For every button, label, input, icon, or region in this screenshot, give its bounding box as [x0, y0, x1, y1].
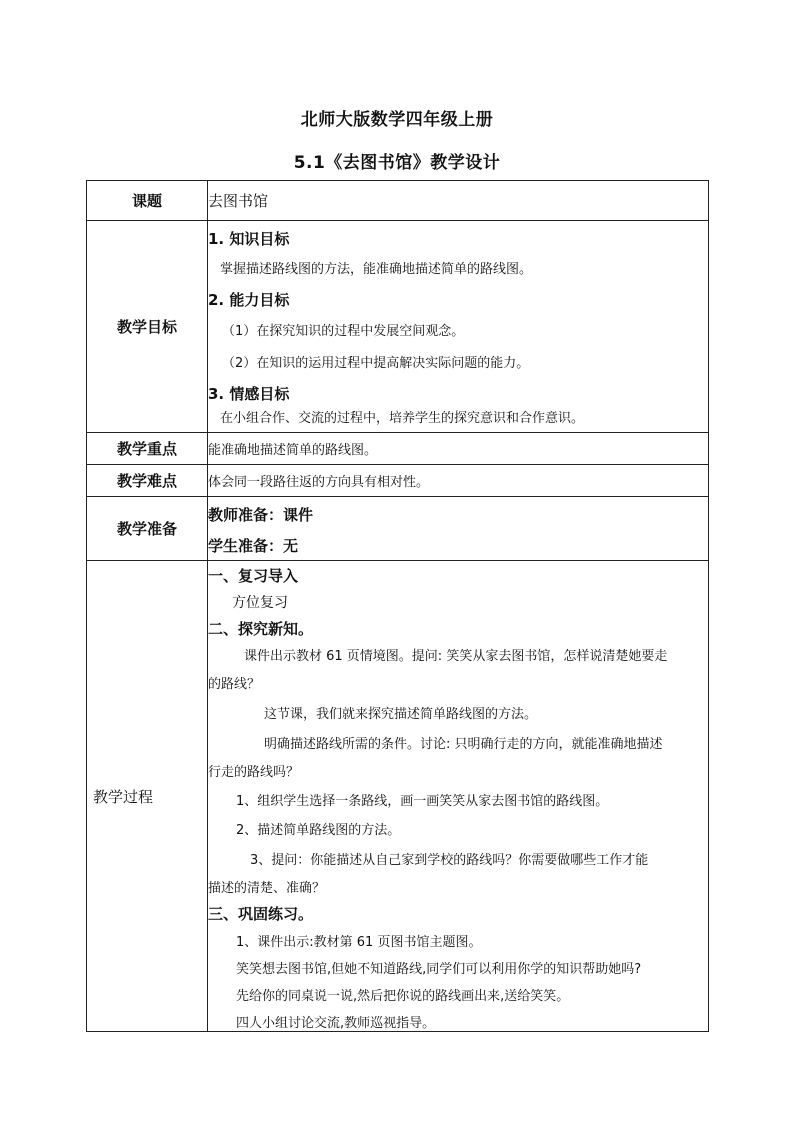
section-2-item-3a: 3、提问：你能描述从自己家到学校的路线吗？你需要做哪些工作才能 — [250, 853, 649, 868]
table-row — [87, 497, 709, 561]
section-2-item-3b: 描述的清楚、准确？ — [208, 881, 326, 896]
ability-item-2: （2）在知识的运用过程中提高解决实际问题的能力。 — [222, 355, 530, 371]
ability-item-1: （1）在探究知识的过程中发展空间观念。 — [222, 323, 465, 339]
emotion-heading: 3. 情感目标 — [208, 384, 290, 403]
section-3-item-1: 1、课件出示:教材第 61 页图书馆主题图。 — [236, 935, 482, 950]
section-1-text: 方位复习 — [232, 595, 288, 611]
preparation-label: 教学准备 — [87, 497, 208, 561]
preparation-content — [208, 497, 709, 561]
section-2-paragraph-2: 这节课，我们就来探究描述简单路线图的方法。 — [264, 707, 538, 722]
section-2-heading: 二、探究新知。 — [208, 620, 314, 638]
knowledge-text: 掌握描述路线图的方法，能准确地描述简单的路线图。 — [220, 261, 533, 277]
lesson-plan-table — [86, 180, 709, 1032]
focus-label: 教学重点 — [87, 433, 208, 465]
section-2-paragraph-3a: 明确描述路线所需的条件。讨论: 只明确行走的方向，就能准确地描述 — [264, 737, 663, 752]
emotion-text: 在小组合作、交流的过程中，培养学生的探究意识和合作意识。 — [220, 410, 585, 426]
section-1-heading: 一、复习导入 — [208, 567, 299, 585]
section-3-paragraph-2: 先给你的同桌说一说,然后把你说的路线画出来,送给笑笑。 — [236, 989, 570, 1004]
topic-value — [208, 181, 709, 221]
section-3-paragraph-1: 笑笑想去图书馆,但她不知道路线,同学们可以利用你学的知识帮助她吗? — [236, 962, 642, 977]
table-row — [87, 221, 709, 433]
table-row — [87, 433, 709, 465]
goals-content — [208, 221, 709, 433]
topic-label: 课题 — [87, 181, 208, 221]
document-title: 北师大版数学四年级上册 — [300, 110, 494, 130]
table-row — [87, 465, 709, 497]
student-preparation: 学生准备：无 — [208, 536, 299, 555]
topic-text: 去图书馆 — [208, 192, 269, 210]
section-3-heading: 三、巩固练习。 — [208, 905, 314, 923]
knowledge-heading: 1. 知识目标 — [208, 229, 290, 248]
table-row — [87, 181, 709, 221]
ability-heading: 2. 能力目标 — [208, 290, 290, 309]
section-3-paragraph-3: 四人小组讨论交流,教师巡视指导。 — [236, 1016, 436, 1031]
table-row — [87, 561, 709, 1032]
document-subtitle: 5.1《去图书馆》教学设计 — [293, 153, 501, 173]
goals-label: 教学目标 — [87, 221, 208, 433]
teacher-preparation: 教师准备：课件 — [208, 505, 314, 524]
section-2-paragraph-1a: 课件出示教材 61 页情境图。提问: 笑笑从家去图书馆，怎样说清楚她要走 — [244, 649, 668, 664]
section-2-paragraph-3b: 行走的路线吗？ — [208, 765, 300, 780]
process-content — [208, 561, 709, 1032]
focus-value: 能准确地描述简单的路线图。 — [208, 433, 709, 465]
difficulty-label: 教学难点 — [87, 465, 208, 497]
section-2-paragraph-1b: 的路线？ — [208, 677, 261, 692]
section-2-item-1: 1、组织学生选择一条路线，画一画笑笑从家去图书馆的路线图。 — [236, 794, 609, 809]
section-2-item-2: 2、描述简单路线图的方法。 — [236, 823, 401, 838]
difficulty-value: 体会同一段路往返的方向具有相对性。 — [208, 465, 709, 497]
process-label: 教学过程 — [87, 561, 208, 1032]
